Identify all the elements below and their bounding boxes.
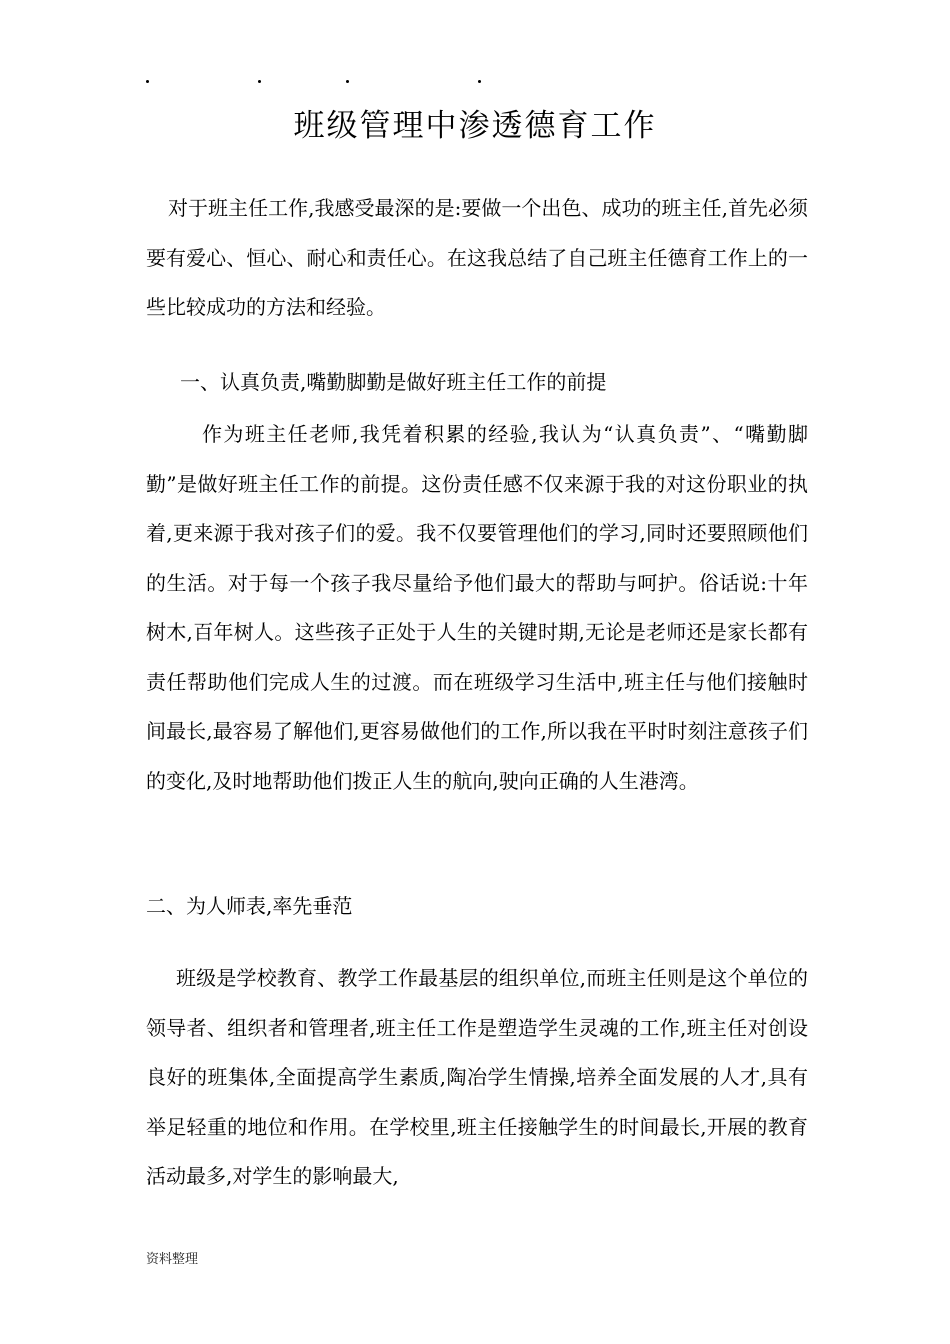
section1-paragraph: 作为班主任老师,我凭着积累的经验,我认为“认真负责”、“嘴勤脚勤”是做好班主任工作的前提。这份责任感不仅来源于我的对这份职业的执着,更来源于我对孩子们的爱。我不仅要管理他们的学习,同时还要照顾他们的生活。对于每一个孩子我尽量给予他们最大的帮助与呵护。俗话说:十年树木,百年树人。这些孩子正处于人生的关键时期,无论是老师还是家长都有责任帮助他们完成人生的过渡。而在班级学习生活中,班主任与他们接触时间最长,最容易了解他们,更容易做他们的工作,所以我在平时时刻注意孩子们的变化,及时地帮助他们拨正人生的航向,驶向正确的人生港湾。 (146, 422, 808, 793)
header-dots (140, 72, 540, 86)
header-dot (146, 80, 149, 83)
header-dot (258, 80, 261, 83)
section1-heading: 一、认真负责,嘴勤脚勤是做好班主任工作的前提 (180, 370, 607, 394)
intro-paragraph: 对于班主任工作,我感受最深的是:要做一个出色、成功的班主任,首先必须要有爱心、恒心、耐心和责任心。在这我总结了自己班主任德育工作上的一些比较成功的方法和经验。 (146, 196, 808, 319)
header-dot (346, 80, 349, 83)
footer-label: 资料整理 (146, 1252, 199, 1267)
section2-paragraph: 班级是学校教育、教学工作最基层的组织单位,而班主任则是这个单位的领导者、组织者和管理者,班主任工作是塑造学生灵魂的工作,班主任对创设良好的班集体,全面提高学生素质,陶冶学生情操,培养全面发展的人才,具有举足轻重的地位和作用。在学校里,班主任接触学生的时间最长,开展的教育活动最多,对学生的影响最大, (146, 966, 808, 1188)
section2-heading: 二、为人师表,率先垂范 (146, 894, 353, 918)
header-dot (478, 80, 481, 83)
document-title: 班级管理中渗透德育工作 (293, 108, 657, 144)
